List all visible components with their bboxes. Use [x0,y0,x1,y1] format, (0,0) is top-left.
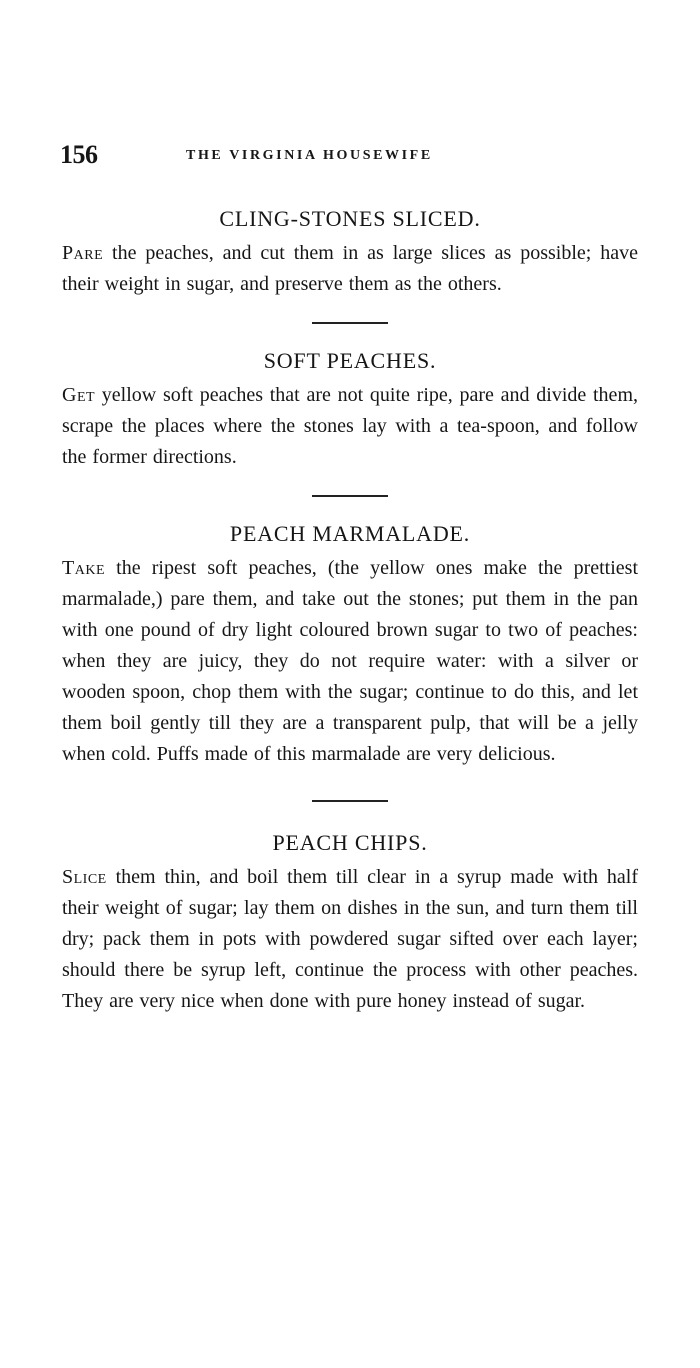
page-number: 156 [60,140,98,169]
recipe-cling-stones-sliced [62,204,638,300]
running-head [60,140,640,170]
section-divider [312,495,388,497]
recipe-body [62,238,638,300]
recipe-body [62,862,638,1017]
recipe-soft-peaches [62,346,638,473]
recipe-title: PEACH MARMALADE. [229,521,471,546]
section-divider [312,800,388,802]
recipe-text: them thin, and boil them till clear in a syrup made with half their weight of sugar; lay them on dishes in the sun, and turn them till dry; pack them in pots with powdered sugar sifted over each layer; should there be syrup left, continue the process with other peaches. They are very nice when done with pure honey instead of sugar. [62,866,638,1012]
recipe-lead-word: Pare [62,242,104,264]
recipe-body [62,380,638,473]
section-divider [312,322,388,324]
recipe-lead-word: Get [62,384,96,406]
recipe-peach-chips [62,828,638,1017]
recipe-body [62,553,638,770]
recipe-title: SOFT PEACHES. [263,348,437,373]
running-title: THE VIRGINIA HOUSEWIFE [186,148,433,163]
recipe-title: PEACH CHIPS. [272,830,428,855]
recipe-peach-marmalade [62,519,638,770]
recipe-lead-word: Take [62,557,105,579]
recipe-lead-word: Slice [62,866,107,888]
recipe-text: yellow soft peaches that are not quite ripe, pare and divide them, scrape the places where the stones lay with a tea-spoon, and follow the former directions. [62,384,638,468]
recipe-title: CLING-STONES SLICED. [219,206,481,231]
recipe-text: the peaches, and cut them in as large slices as possible; have their weight in sugar, and preserve them as the others. [62,242,638,295]
recipe-text: the ripest soft peaches, (the yellow ones make the prettiest marmalade,) pare them, and take out the stones; put them in the pan with one pound of dry light coloured brown sugar to two of peaches: when they are juicy, they do not require water: with a silver or wooden spoon, chop them with the sugar; continue to do this, and let them boil gently till they are a transparent pulp, that will be a jelly when cold. Puffs made of this marmalade are very delicious. [62,557,638,765]
page-content [62,204,638,1017]
